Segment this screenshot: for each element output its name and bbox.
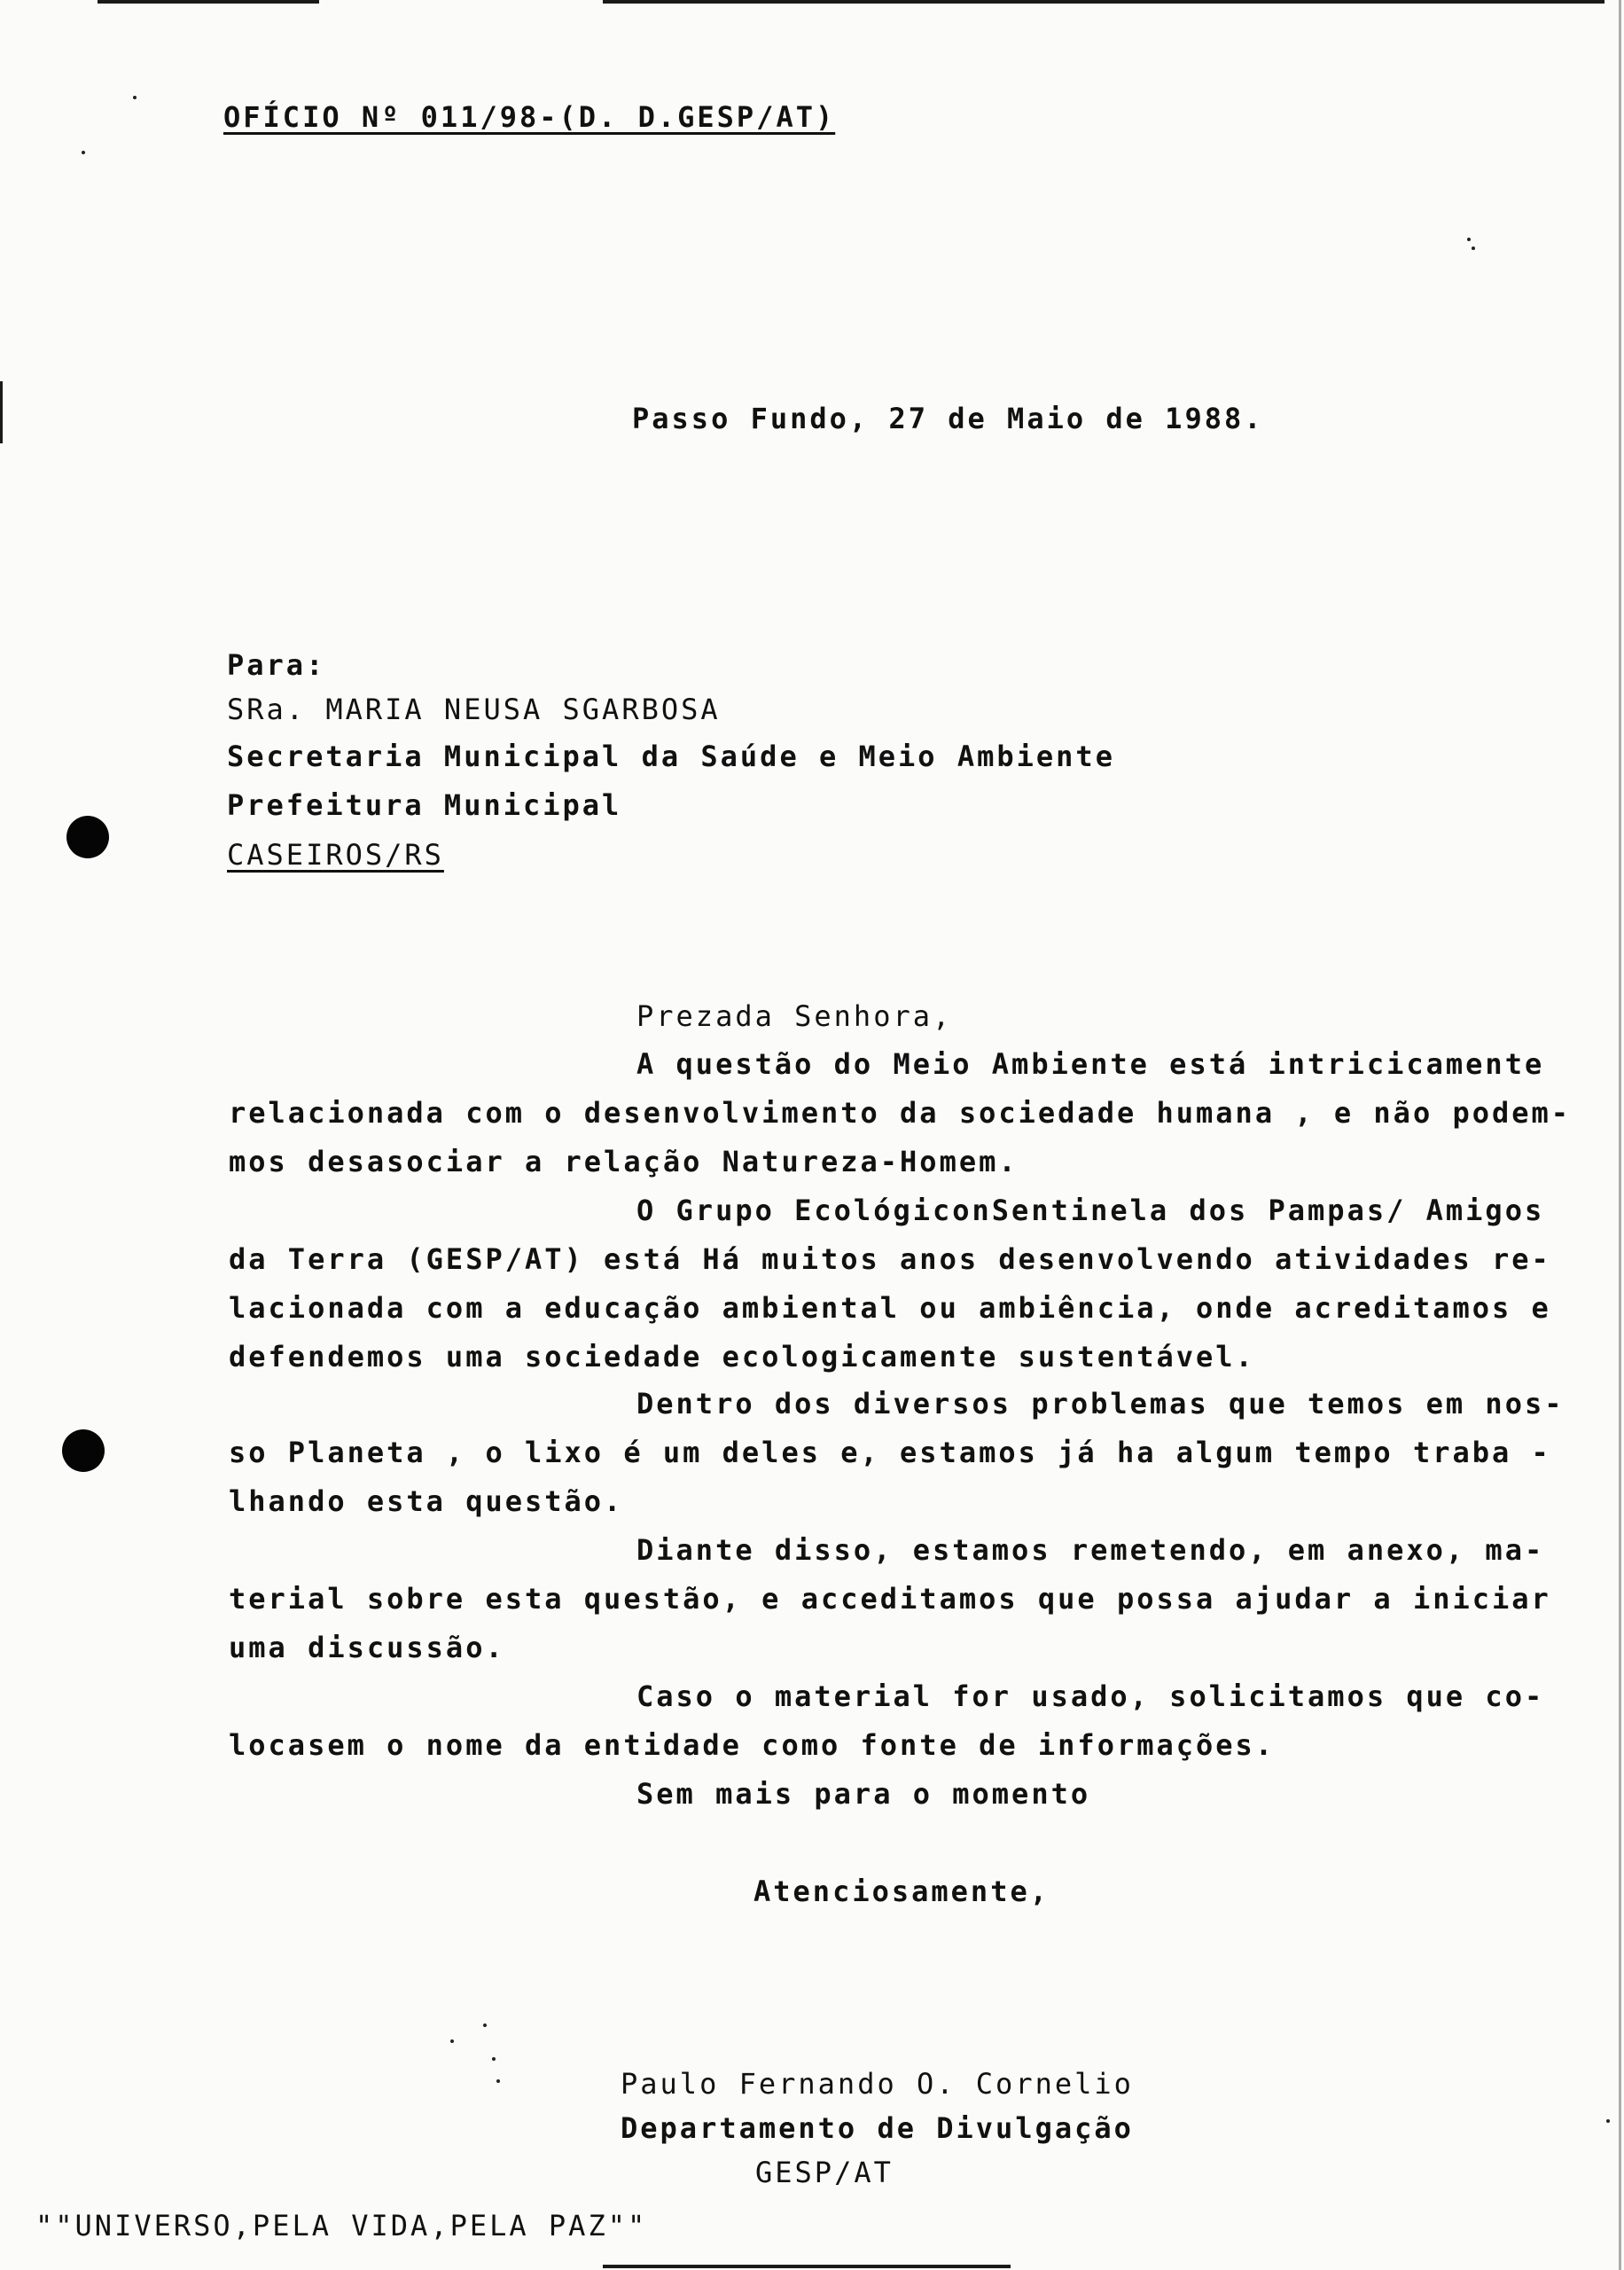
scan-edge-right — [1619, 0, 1621, 2270]
body-line: Dentro dos diversos problemas que temos em nos- — [636, 1387, 1565, 1421]
signature-department: Departamento de Divulgação — [621, 2111, 1134, 2145]
oficio-reference: OFÍCIO Nº 011/98-(D. D.GESP/AT) — [223, 100, 836, 134]
recipient-city: CASEIROS/RS — [227, 838, 444, 872]
body-line: terial sobre esta questão, e acceditamos que possa ajudar a iniciar — [229, 1582, 1551, 1616]
recipient-label: Para: — [227, 648, 326, 682]
scan-edge-top-right — [603, 0, 1604, 4]
body-line: defendemos uma sociedade ecologicamente sustentável. — [229, 1340, 1255, 1374]
body-line: mos desasociar a relação Natureza-Homem. — [229, 1145, 1019, 1178]
body-line: lhando esta questão. — [229, 1484, 624, 1518]
body-line: uma discussão. — [229, 1631, 505, 1664]
body-line: O Grupo EcológiconSentinela dos Pampas/ Amigos — [636, 1194, 1545, 1227]
date-line: Passo Fundo, 27 de Maio de 1988. — [632, 402, 1264, 435]
scan-edge-bottom — [603, 2265, 1011, 2268]
footer-motto: ""UNIVERSO,PELA VIDA,PELA PAZ"" — [35, 2209, 648, 2243]
speck — [133, 96, 137, 99]
body-line: relacionada com o desenvolvimento da sociedade humana , e não podem- — [229, 1096, 1572, 1130]
speck — [1472, 247, 1475, 250]
body-line: locasem o nome da entidade como fonte de informações. — [229, 1728, 1276, 1762]
speck — [492, 2057, 496, 2061]
scan-edge-top-left — [98, 0, 319, 4]
speck — [496, 2079, 500, 2083]
salutation: Prezada Senhora, — [636, 999, 953, 1033]
signature-name: Paulo Fernando O. Cornelio — [621, 2067, 1134, 2101]
speck — [1606, 2119, 1610, 2123]
speck — [82, 151, 85, 154]
recipient-name: SRa. MARIA NEUSA SGARBOSA — [227, 693, 721, 726]
body-line: so Planeta , o lixo é um deles e, estamos já ha algum tempo traba - — [229, 1436, 1551, 1469]
scan-edge-left — [0, 381, 3, 443]
signature-org: GESP/AT — [755, 2156, 894, 2189]
body-line: Sem mais para o momento — [636, 1777, 1091, 1811]
body-line: Caso o material for usado, solicitamos que co- — [636, 1679, 1545, 1713]
speck — [483, 2023, 487, 2027]
punch-hole-top — [66, 816, 109, 858]
body-line: da Terra (GESP/AT) está Há muitos anos desenvolvendo atividades re- — [229, 1242, 1551, 1276]
recipient-institution: Prefeitura Municipal — [227, 788, 622, 822]
body-line: lacionada com a educação ambiental ou ambiência, onde acreditamos e — [229, 1291, 1551, 1325]
punch-hole-bottom — [62, 1429, 105, 1472]
closing: Atenciosamente, — [753, 1875, 1050, 1908]
body-line: Diante disso, estamos remetendo, em anexo, ma- — [636, 1533, 1545, 1567]
speck — [1467, 238, 1471, 241]
body-line: A questão do Meio Ambiente está intricicamente — [636, 1047, 1545, 1081]
speck — [450, 2039, 454, 2043]
recipient-department: Secretaria Municipal da Saúde e Meio Ambiente — [227, 740, 1115, 773]
